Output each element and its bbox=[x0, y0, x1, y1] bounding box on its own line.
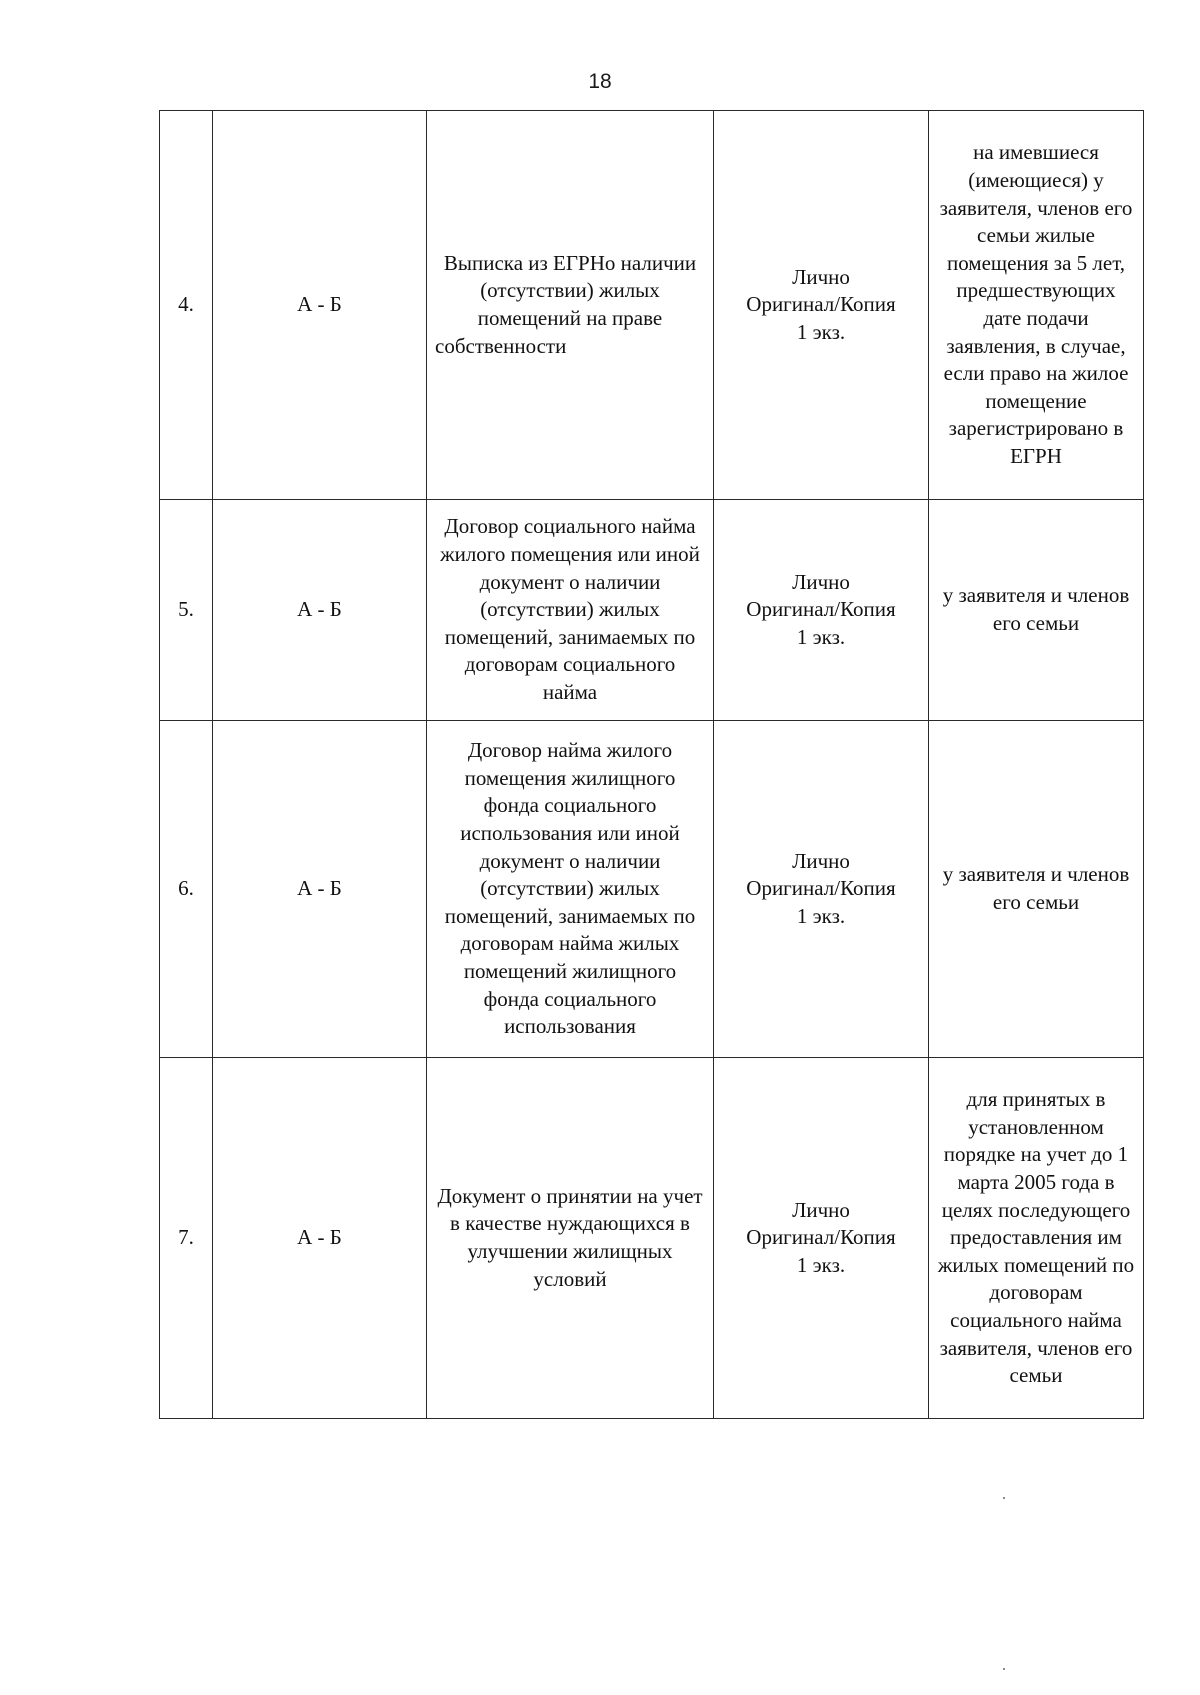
row-number-cell: 4. bbox=[160, 111, 213, 500]
submission-method-cell: Лично Оригинал/Копия 1 экз. bbox=[714, 1058, 929, 1419]
document-name-cell: Договор социального найма жилого помещения или иной документ о наличии (отсутствии) жилых помещений, занимаемых по договорам социального найма bbox=[427, 500, 714, 721]
scan-artifact bbox=[1003, 1668, 1005, 1670]
row-number-cell: 6. bbox=[160, 721, 213, 1058]
submission-method-cell: Лично Оригинал/Копия 1 экз. bbox=[714, 721, 929, 1058]
note-cell: у заявителя и членов его семьи bbox=[929, 500, 1144, 721]
documents-table bbox=[159, 110, 1144, 1419]
row-number-cell: 7. bbox=[160, 1058, 213, 1419]
table-row bbox=[160, 721, 1144, 1058]
row-number-cell: 5. bbox=[160, 500, 213, 721]
note-cell: на имевшиеся (имеющиеся) у заявителя, членов его семьи жилые помещения за 5 лет, предшествующих дате подачи заявления, в случае, если право на жилое помещение зарегистрировано в ЕГРН bbox=[929, 111, 1144, 500]
table-row bbox=[160, 111, 1144, 500]
scan-artifact bbox=[1003, 1497, 1005, 1499]
table-row bbox=[160, 1058, 1144, 1419]
document-name-cell: Договор найма жилого помещения жилищного фонда социального использования или иной документ о наличии (отсутствии) жилых помещений, занимаемых по договорам найма жилых помещений жилищного фонда социального использования bbox=[427, 721, 714, 1058]
submission-method-cell: Лично Оригинал/Копия 1 экз. bbox=[714, 500, 929, 721]
applicant-category-cell: А - Б bbox=[213, 500, 427, 721]
document-name-cell: Документ о принятии на учет в качестве нуждающихся в улучшении жилищных условий bbox=[427, 1058, 714, 1419]
submission-method-cell: Лично Оригинал/Копия 1 экз. bbox=[714, 111, 929, 500]
applicant-category-cell: А - Б bbox=[213, 111, 427, 500]
note-cell: для принятых в установленном порядке на учет до 1 марта 2005 года в целях последующего предоставления им жилых помещений по договорам социального найма заявителя, членов его семьи bbox=[929, 1058, 1144, 1419]
table-row bbox=[160, 500, 1144, 721]
document-name-cell: Выписка из ЕГРНо наличии (отсутствии) жилых помещений на праве собственности bbox=[427, 111, 714, 500]
applicant-category-cell: А - Б bbox=[213, 721, 427, 1058]
note-cell: у заявителя и членов его семьи bbox=[929, 721, 1144, 1058]
page-number: 18 bbox=[588, 70, 612, 93]
applicant-category-cell: А - Б bbox=[213, 1058, 427, 1419]
